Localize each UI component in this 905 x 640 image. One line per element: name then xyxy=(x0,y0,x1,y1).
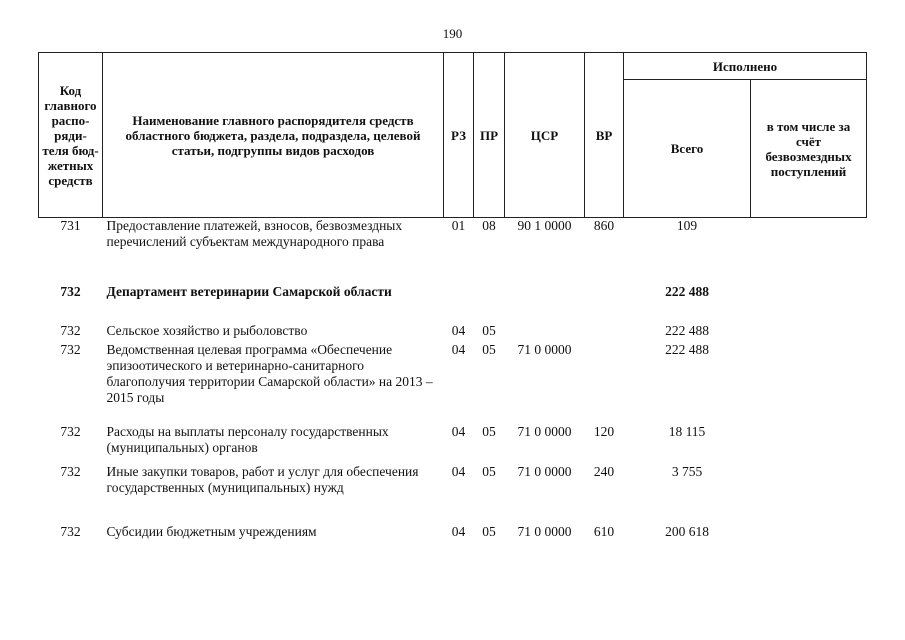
row-rz: 04 xyxy=(451,322,466,338)
budget-table xyxy=(38,52,867,544)
row-code: 731 xyxy=(60,218,81,233)
row-total: 222 488 xyxy=(665,283,709,299)
row-gratuitous xyxy=(751,284,867,323)
row-pr: 05 xyxy=(482,341,496,357)
table-row xyxy=(39,424,867,464)
row-gratuitous xyxy=(751,524,867,544)
row-code: 732 xyxy=(60,322,81,338)
row-total: 200 618 xyxy=(665,523,709,539)
row-rz: 04 xyxy=(451,463,466,479)
page-number: 190 xyxy=(442,26,463,41)
table-row xyxy=(39,218,867,284)
row-gratuitous xyxy=(751,424,867,464)
header-gratuitous: в том числе за счёт безвозмездных поступлений xyxy=(751,80,867,218)
row-csr: 90 1 0000 xyxy=(517,218,572,233)
row-vr: 120 xyxy=(593,423,615,439)
row-pr: 05 xyxy=(482,423,496,439)
row-rz: 04 xyxy=(451,423,466,439)
row-gratuitous xyxy=(751,464,867,524)
row-total: 222 488 xyxy=(665,341,709,357)
header-csr: ЦСР xyxy=(505,53,585,218)
row-total: 3 755 xyxy=(671,463,703,479)
row-rz: 04 xyxy=(451,523,466,539)
table-row xyxy=(39,342,867,424)
row-gratuitous xyxy=(751,342,867,424)
table-row xyxy=(39,524,867,544)
header-name: Наименование главного распорядителя средств областного бюджета, раздела, подраздела, целевой статьи, подгруппы видов расходов xyxy=(103,53,444,218)
row-code: 732 xyxy=(60,283,81,299)
row-gratuitous xyxy=(751,218,867,284)
row-csr: 71 0 0000 xyxy=(517,341,572,357)
row-vr: 240 xyxy=(593,463,615,479)
row-csr: 71 0 0000 xyxy=(517,463,572,479)
table-row xyxy=(39,323,867,342)
row-vr: 610 xyxy=(593,523,615,539)
row-rz xyxy=(444,284,474,323)
row-code: 732 xyxy=(60,463,81,479)
row-pr: 05 xyxy=(482,463,496,479)
row-code: 732 xyxy=(60,523,81,539)
row-csr: 71 0 0000 xyxy=(517,523,572,539)
row-total: 18 115 xyxy=(668,423,706,439)
header-code: Код главного распо-ряди-теля бюд-жетных средств xyxy=(39,53,103,218)
row-name: Иные закупки товаров, работ и услуг для обеспечения государственных (муниципальных) нужд xyxy=(106,463,419,495)
row-total: 109 xyxy=(676,218,698,233)
row-pr: 08 xyxy=(482,218,496,233)
row-pr xyxy=(474,284,505,323)
row-name: Сельское хозяйство и рыболовство xyxy=(106,322,308,338)
header-total: Всего xyxy=(624,80,751,218)
row-vr: 860 xyxy=(593,218,615,233)
row-rz: 04 xyxy=(451,341,466,357)
row-name: Ведомственная целевая программа «Обеспечение эпизоотического и ветеринарно-санитарного благополучия территории Самарской области» на 2013 – 2015 годы xyxy=(106,341,433,405)
header-rz: РЗ xyxy=(444,53,474,218)
row-pr: 05 xyxy=(482,523,496,539)
row-vr xyxy=(585,342,624,424)
row-vr xyxy=(585,323,624,342)
table-row xyxy=(39,284,867,323)
row-vr xyxy=(585,284,624,323)
row-name: Расходы на выплаты персоналу государственных (муниципальных) органов xyxy=(106,423,389,455)
table-row xyxy=(39,464,867,524)
row-name: Департамент ветеринарии Самарской области xyxy=(106,283,392,299)
row-code: 732 xyxy=(60,423,81,439)
row-name: Субсидии бюджетным учреждениям xyxy=(106,523,317,539)
row-csr: 71 0 0000 xyxy=(517,423,572,439)
row-gratuitous xyxy=(751,323,867,342)
row-total: 222 488 xyxy=(665,322,709,338)
header-executed: Исполнено xyxy=(624,53,867,80)
row-csr xyxy=(505,284,585,323)
row-pr: 05 xyxy=(482,322,496,338)
header-vr: ВР xyxy=(585,53,624,218)
row-name: Предоставление платежей, взносов, безвозмездных перечислений субъектам международного права xyxy=(106,218,403,249)
row-code: 732 xyxy=(60,341,81,357)
header-pr: ПР xyxy=(474,53,505,218)
row-csr xyxy=(505,323,585,342)
row-rz: 01 xyxy=(451,218,466,233)
